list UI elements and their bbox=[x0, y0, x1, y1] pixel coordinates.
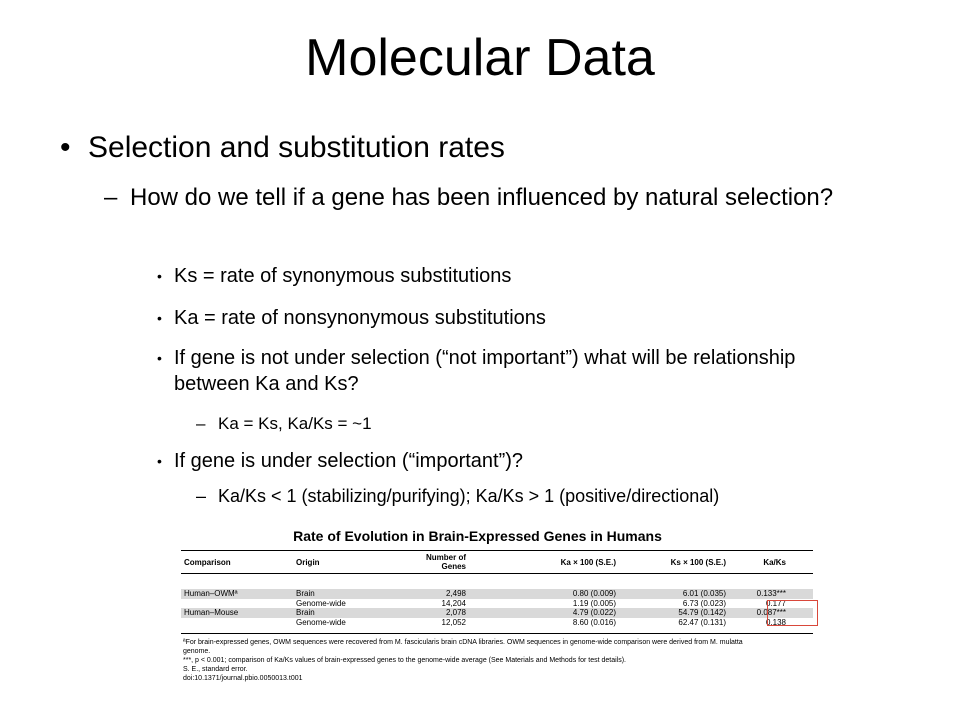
table-cell: 8.60 (0.016) bbox=[572, 617, 616, 627]
header-cell: Ka/Ks bbox=[763, 557, 786, 567]
bullet-not-under-selection bbox=[157, 345, 854, 397]
table-cell: 0.138 bbox=[765, 617, 786, 627]
table-footnotes bbox=[181, 638, 813, 683]
header-cell: Ka × 100 (S.E.) bbox=[560, 557, 616, 567]
table-cell: 0.177 bbox=[765, 598, 786, 608]
table-row bbox=[181, 589, 813, 599]
bullet-dot-icon: • bbox=[157, 453, 162, 469]
table-cell: 12,052 bbox=[441, 617, 466, 627]
table-cell: Genome-wide bbox=[296, 617, 346, 627]
footnote: genome. bbox=[183, 648, 211, 655]
bullet-text: If gene is not under selection (“not important”) what will be relationship between Ka and Ks? bbox=[174, 347, 796, 395]
dash-icon: – bbox=[104, 184, 118, 211]
table-cell: 6.01 (0.035) bbox=[682, 589, 726, 598]
table-bottom-rule bbox=[181, 633, 813, 634]
table-cell: 0.087*** bbox=[756, 608, 786, 617]
table-cell: Brain bbox=[296, 608, 315, 617]
bullet-text: How do we tell if a gene has been influenced by natural selection? bbox=[130, 184, 834, 211]
footnote: S. E., standard error. bbox=[183, 666, 248, 673]
bullet-question bbox=[104, 182, 860, 214]
bullet-text: Ka = rate of nonsynonymous substitutions bbox=[174, 307, 546, 329]
bullet-ks bbox=[157, 263, 512, 289]
table-cell: Human–OWMª bbox=[184, 589, 238, 598]
table-row bbox=[181, 599, 813, 609]
header-cell: Comparison bbox=[184, 557, 231, 567]
bullet-text: Ka/Ks < 1 (stabilizing/purifying); Ka/Ks > 1 (positive/directional) bbox=[218, 486, 720, 506]
header-cell: Ks × 100 (S.E.) bbox=[670, 557, 726, 567]
table-cell: 14,204 bbox=[441, 598, 466, 608]
table-caption: Rate of Evolution in Brain-Expressed Genes in Humans bbox=[293, 528, 662, 544]
bullet-dot-icon: • bbox=[157, 268, 162, 284]
footnote: doi:10.1371/journal.pbio.0050013.t001 bbox=[183, 675, 303, 682]
bullet-text: Ka = Ks, Ka/Ks = ~1 bbox=[218, 414, 372, 433]
footnote: ªFor brain-expressed genes, OWM sequences were recovered from M. fascicularis brain cDNA libraries. OWM sequences in genome-wide comparison were derived from M. mulatta bbox=[183, 639, 743, 646]
bullet-ka-equals-ks bbox=[196, 413, 372, 435]
dash-icon: – bbox=[196, 486, 207, 506]
bullet-selection bbox=[60, 130, 505, 166]
bullet-dot-icon: • bbox=[157, 310, 162, 326]
table-cell: 4.79 (0.022) bbox=[572, 608, 616, 617]
bullet-dot-icon: • bbox=[157, 350, 162, 366]
table-cell: 62.47 (0.131) bbox=[678, 617, 726, 627]
bullet-ka-ks-ratio bbox=[196, 485, 720, 507]
table-cell: 54.79 (0.142) bbox=[678, 608, 726, 617]
table-cell: Human–Mouse bbox=[184, 608, 239, 617]
slide-title: Molecular Data bbox=[305, 29, 655, 87]
bullet-text: Selection and substitution rates bbox=[88, 131, 505, 164]
bullet-ka bbox=[157, 305, 546, 331]
data-table bbox=[181, 550, 813, 683]
table-row bbox=[181, 608, 813, 618]
table-cell: 0.80 (0.009) bbox=[572, 589, 616, 598]
bullet-text: If gene is under selection (“important”)? bbox=[174, 450, 524, 472]
table-cell: 2,078 bbox=[445, 608, 466, 617]
table-header-row bbox=[181, 551, 813, 573]
highlight-box bbox=[767, 600, 818, 626]
table-cell: Genome-wide bbox=[296, 598, 346, 608]
bullet-text: Ks = rate of synonymous substitutions bbox=[174, 265, 512, 287]
dash-icon: – bbox=[196, 414, 206, 433]
header-cell: Number of Genes bbox=[426, 553, 466, 571]
table-cell: 2,498 bbox=[445, 589, 466, 598]
bullet-under-selection bbox=[157, 448, 524, 474]
table-row bbox=[181, 618, 813, 628]
footnote: ***, p < 0.001; comparison of Ka/Ks values of brain-expressed genes to the genome-wide average (See Materials and Methods for test details). bbox=[183, 657, 626, 664]
table-cell: 6.73 (0.023) bbox=[682, 598, 726, 608]
table-cell: Brain bbox=[296, 589, 315, 598]
bullet-dot-icon: • bbox=[60, 131, 71, 164]
table-cell: 1.19 (0.005) bbox=[572, 598, 616, 608]
header-cell: Origin bbox=[296, 557, 320, 567]
table-cell: 0.133*** bbox=[756, 589, 786, 598]
